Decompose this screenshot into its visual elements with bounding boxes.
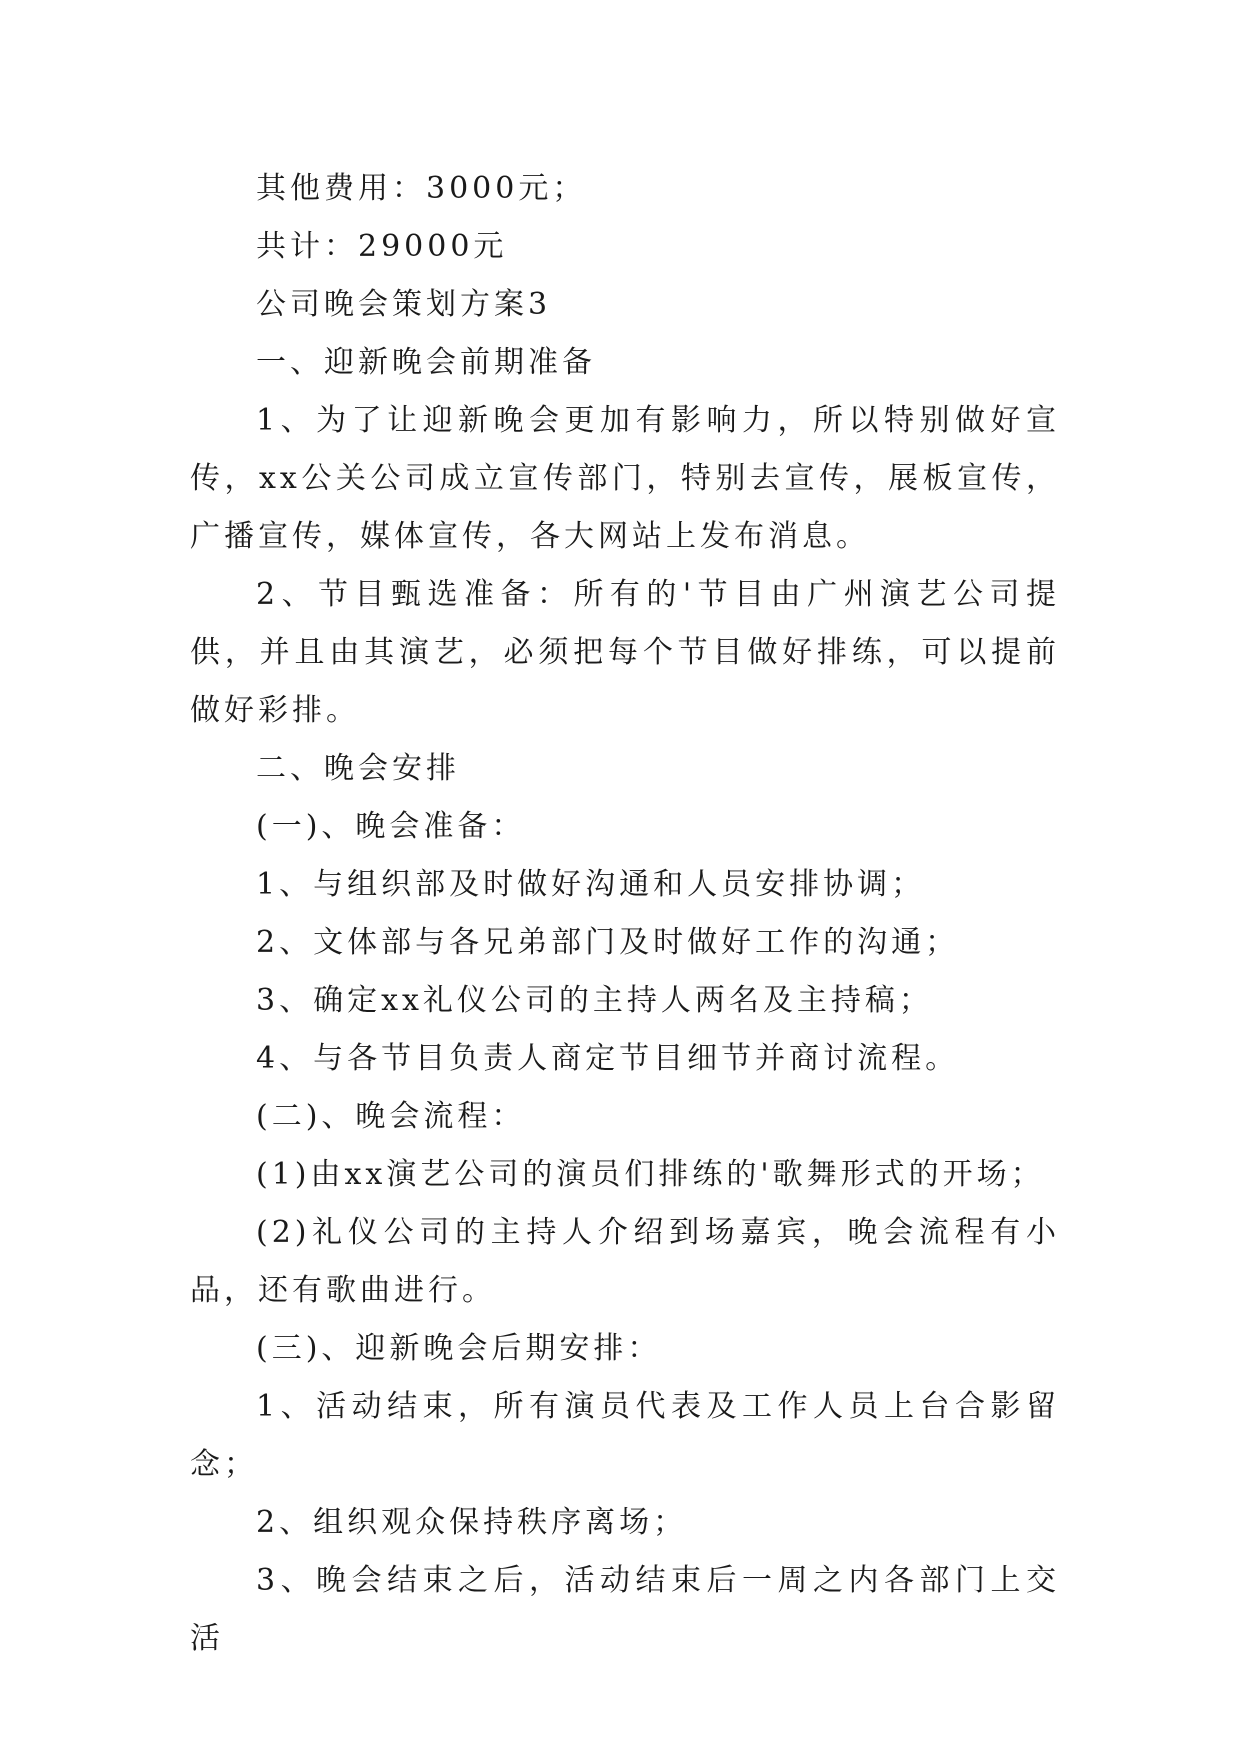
paragraph-program-selection: 2、节目甄选准备：所有的'节目由广州演艺公司提供，并且由其演艺，必须把每个节目做好排练，可以提前做好彩排。 <box>190 577 1060 728</box>
paragraph-flow-item-1: (1)由xx演艺公司的演员们排练的'歌舞形式的开场； <box>256 1157 1045 1192</box>
paragraph-prep-item-2: 2、文体部与各兄弟部门及时做好工作的沟通； <box>256 925 960 960</box>
paragraph-flow-item-2: (2)礼仪公司的主持人介绍到场嘉宾，晚会流程有小品，还有歌曲进行。 <box>190 1215 1060 1308</box>
paragraph-section-1-heading: 一、迎新晚会前期准备 <box>256 345 596 380</box>
paragraph-post-item-2: 2、组织观众保持秩序离场； <box>256 1505 688 1540</box>
paragraph-preparation-heading: (一)、晚会准备： <box>256 809 526 844</box>
paragraph-post-item-1: 1、活动结束，所有演员代表及工作人员上台合影留念； <box>190 1389 1060 1482</box>
paragraph-prep-item-1: 1、与组织部及时做好沟通和人员安排协调； <box>256 867 926 902</box>
paragraph-plan-title: 公司晚会策划方案3 <box>256 287 552 322</box>
paragraph-flow-heading: (二)、晚会流程： <box>256 1099 526 1134</box>
document-body <box>190 160 1060 1668</box>
paragraph-total: 共计：29000元 <box>256 229 508 264</box>
paragraph-prep-item-3: 3、确定xx礼仪公司的主持人两名及主持稿； <box>256 983 933 1018</box>
paragraph-prep-item-4: 4、与各节目负责人商定节目细节并商讨流程。 <box>256 1041 960 1076</box>
paragraph-other-costs: 其他费用：3000元； <box>256 171 587 206</box>
paragraph-publicity: 1、为了让迎新晚会更加有影响力，所以特别做好宣传，xx公关公司成立宣传部门，特别去宣传，展板宣传，广播宣传，媒体宣传，各大网站上发布消息。 <box>190 403 1060 554</box>
paragraph-post-item-3: 3、晚会结束之后，活动结束后一周之内各部门上交活 <box>190 1563 1060 1656</box>
paragraph-post-heading: (三)、迎新晚会后期安排： <box>256 1331 662 1366</box>
paragraph-section-2-heading: 二、晚会安排 <box>256 751 460 786</box>
